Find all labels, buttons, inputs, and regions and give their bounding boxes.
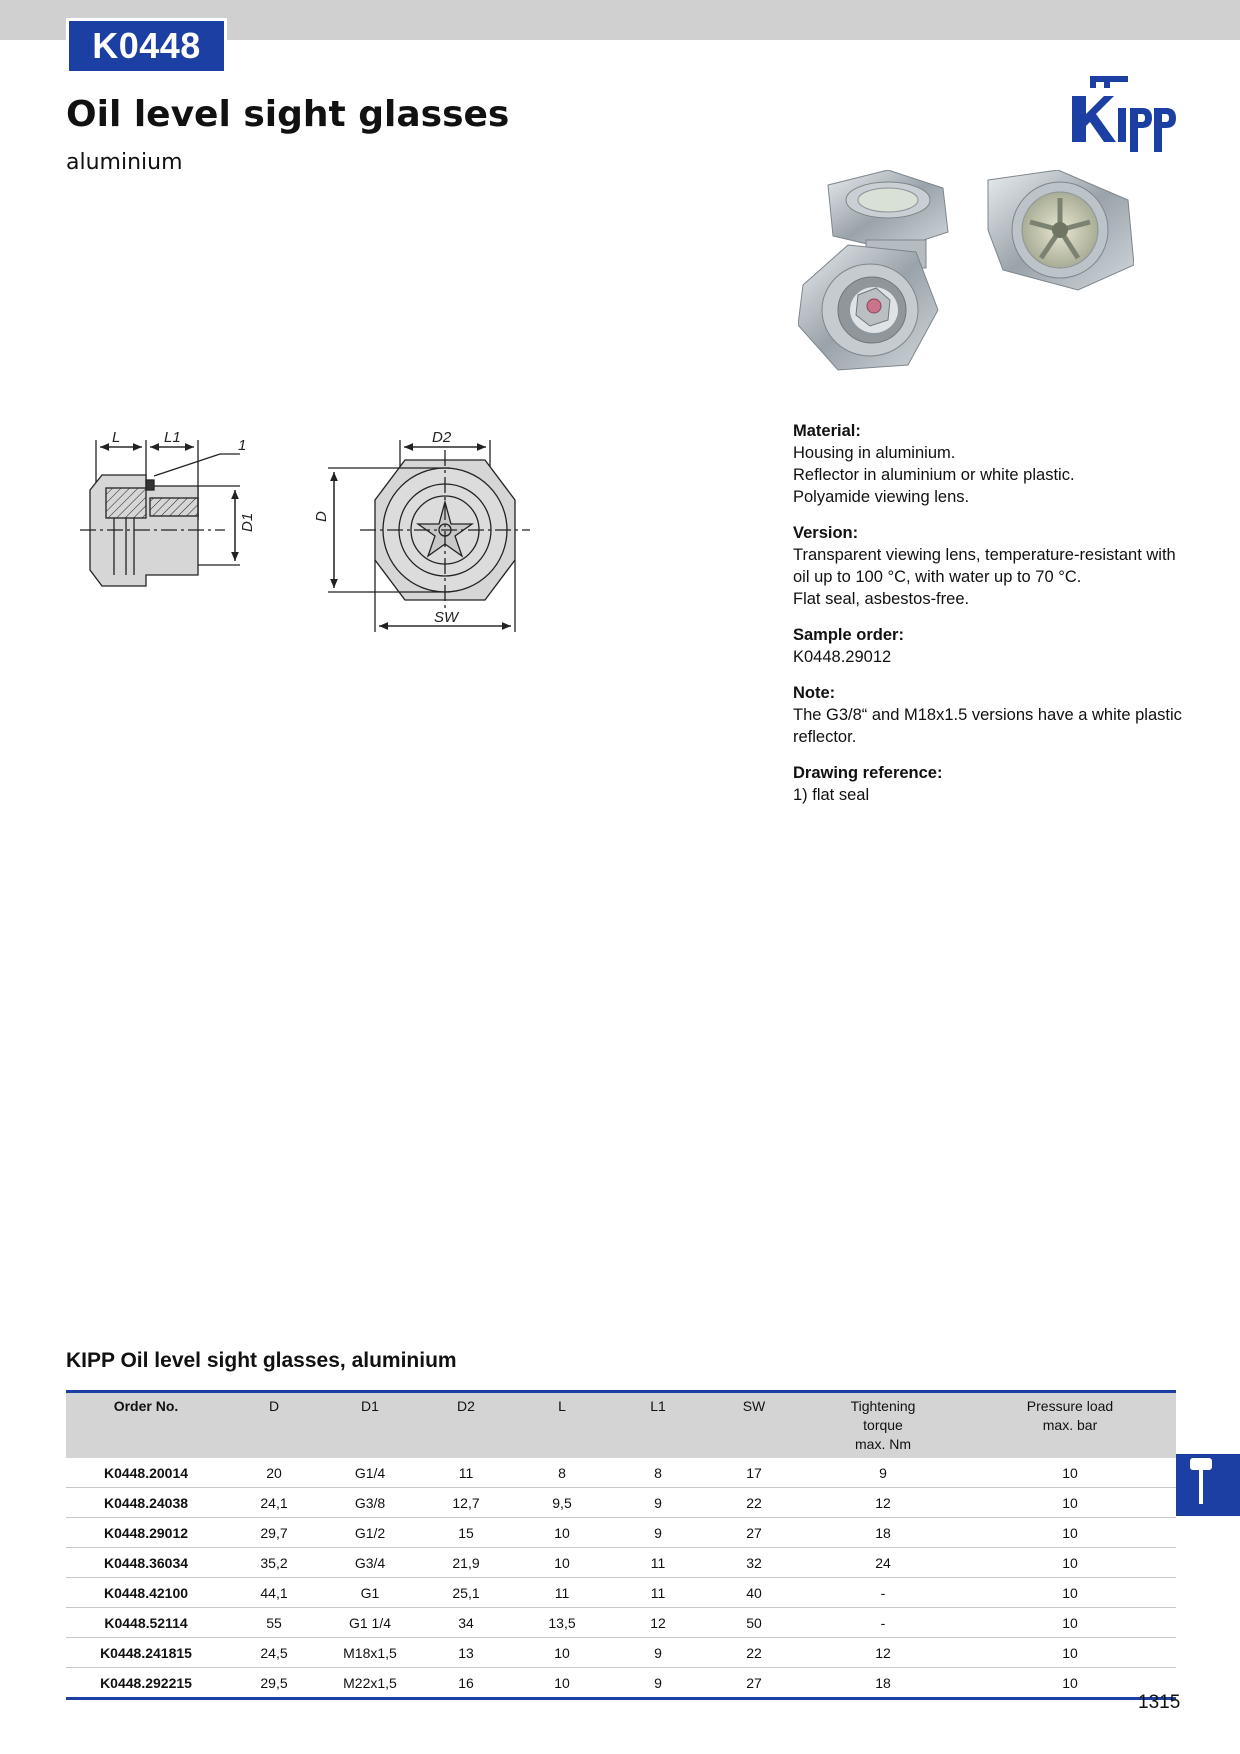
cell-d: 35,2 [226,1548,322,1578]
cell-d2: 13 [418,1638,514,1668]
cell-pressure: 10 [964,1548,1176,1578]
dim-label-L1: L1 [164,429,181,446]
cell-d: 24,1 [226,1488,322,1518]
cell-l1: 8 [610,1458,706,1488]
cell-torque: 24 [802,1548,964,1578]
cell-d2: 25,1 [418,1578,514,1608]
dim-label-L: L [112,429,121,446]
version-section [793,522,1193,610]
cell-sw: 40 [706,1578,802,1608]
cell-l1: 9 [610,1518,706,1548]
col-header-d: D [226,1392,322,1459]
cell-l1: 11 [610,1578,706,1608]
dim-label-D: D [313,511,330,522]
note-heading: Note: [793,684,836,702]
cell-torque: 9 [802,1458,964,1488]
cell-l: 10 [514,1518,610,1548]
cell-l: 13,5 [514,1608,610,1638]
dim-label-D2: D2 [432,429,452,446]
col-header-order: Order No. [66,1392,226,1459]
cell-pressure: 10 [964,1638,1176,1668]
dim-label-D1: D1 [239,512,256,532]
cell-pressure: 10 [964,1668,1176,1699]
cell-l: 10 [514,1548,610,1578]
col-header-l: L [514,1392,610,1459]
material-line: Reflector in aluminium or white plastic. [793,466,1075,484]
spec-table [66,1390,1176,1700]
cell-d2: 11 [418,1458,514,1488]
cell-d: 20 [226,1458,322,1488]
cell-d1: M22x1,5 [322,1668,418,1699]
table-row [66,1578,1176,1608]
cell-torque: 12 [802,1638,964,1668]
col-header-pressure-line: max. bar [1042,1417,1098,1433]
table-row [66,1638,1176,1668]
note-line: reflector. [793,728,857,746]
cell-d2: 15 [418,1518,514,1548]
cell-order-no: K0448.241815 [66,1638,226,1668]
section-tab[interactable] [1176,1454,1240,1516]
cell-d1: G3/4 [322,1548,418,1578]
cell-pressure: 10 [964,1578,1176,1608]
cell-d: 55 [226,1608,322,1638]
col-header-d1: D1 [322,1392,418,1459]
cell-order-no: K0448.42100 [66,1578,226,1608]
col-header-torque [802,1392,964,1459]
cell-pressure: 10 [964,1458,1176,1488]
cell-d1: M18x1,5 [322,1638,418,1668]
cell-sw: 17 [706,1458,802,1488]
sample-order-section [793,624,1193,668]
table-row [66,1518,1176,1548]
kipp-logo [1066,74,1181,159]
version-line: Transparent viewing lens, temperature-resistant with [793,546,1176,564]
material-line: Housing in aluminium. [793,444,956,462]
cell-d: 29,5 [226,1668,322,1699]
cell-order-no: K0448.292215 [66,1668,226,1699]
col-header-torque-line: torque [863,1417,903,1433]
cell-pressure: 10 [964,1518,1176,1548]
col-header-d2: D2 [418,1392,514,1459]
material-line: Polyamide viewing lens. [793,488,970,506]
cell-torque: 18 [802,1668,964,1699]
cell-d2: 21,9 [418,1548,514,1578]
drawing-reference-heading: Drawing reference: [793,764,943,782]
page-number: 1315 [1138,1692,1181,1713]
cell-sw: 50 [706,1608,802,1638]
table-title: KIPP Oil level sight glasses, aluminium [66,1349,457,1372]
cell-torque: 12 [802,1488,964,1518]
sample-order-heading: Sample order: [793,626,904,644]
drawing-reference-value: 1) flat seal [793,786,870,804]
cell-l1: 12 [610,1608,706,1638]
cell-order-no: K0448.24038 [66,1488,226,1518]
cell-order-no: K0448.52114 [66,1608,226,1638]
note-section [793,682,1193,748]
cell-d: 29,7 [226,1518,322,1548]
version-line: Flat seal, asbestos-free. [793,590,970,608]
cell-order-no: K0448.29012 [66,1518,226,1548]
cell-d: 24,5 [226,1638,322,1668]
cell-l: 9,5 [514,1488,610,1518]
dim-label-SW: SW [434,609,459,626]
product-code-badge: K0448 [66,18,227,74]
cell-l1: 9 [610,1488,706,1518]
material-section [793,420,1193,508]
cell-torque: 18 [802,1518,964,1548]
technical-drawing [70,420,630,720]
cell-sw: 22 [706,1488,802,1518]
table-row [66,1488,1176,1518]
col-header-l1: L1 [610,1392,706,1459]
product-photo [798,170,1134,400]
table-row [66,1548,1176,1578]
cell-torque: - [802,1578,964,1608]
cell-d2: 12,7 [418,1488,514,1518]
drawing-reference-section [793,762,1193,806]
version-heading: Version: [793,524,859,542]
cell-d1: G3/8 [322,1488,418,1518]
page-subtitle: aluminium [66,150,183,175]
cell-d1: G1 1/4 [322,1608,418,1638]
cell-l: 8 [514,1458,610,1488]
cell-sw: 27 [706,1668,802,1699]
sight-glass-icon [1176,1454,1240,1516]
cell-l1: 11 [610,1548,706,1578]
cell-pressure: 10 [964,1488,1176,1518]
material-heading: Material: [793,422,861,440]
cell-sw: 32 [706,1548,802,1578]
col-header-sw: SW [706,1392,802,1459]
col-header-torque-line: Tightening [850,1398,916,1414]
note-line: The G3/8“ and M18x1.5 versions have a white plastic [793,706,1182,724]
col-header-pressure-line: Pressure load [1026,1398,1114,1414]
cell-pressure: 10 [964,1608,1176,1638]
cell-order-no: K0448.20014 [66,1458,226,1488]
cell-sw: 27 [706,1518,802,1548]
col-header-torque-line: max. Nm [855,1436,911,1452]
table-row [66,1458,1176,1488]
cell-d1: G1/2 [322,1518,418,1548]
product-info [793,420,1193,820]
table-header-row [66,1392,1176,1459]
cell-order-no: K0448.36034 [66,1548,226,1578]
cell-l1: 9 [610,1638,706,1668]
cell-l1: 9 [610,1668,706,1699]
callout-1: 1 [238,437,247,454]
table-row [66,1668,1176,1699]
table-row [66,1608,1176,1638]
page-title: Oil level sight glasses [66,94,510,135]
cell-l: 10 [514,1638,610,1668]
table-body [66,1458,1176,1699]
cell-l: 10 [514,1668,610,1699]
cell-d1: G1 [322,1578,418,1608]
cell-d2: 34 [418,1608,514,1638]
version-line: oil up to 100 °C, with water up to 70 °C. [793,568,1082,586]
col-header-pressure [964,1392,1176,1459]
sample-order-value: K0448.29012 [793,648,892,666]
cell-l: 11 [514,1578,610,1608]
cell-d: 44,1 [226,1578,322,1608]
cell-sw: 22 [706,1638,802,1668]
cell-d1: G1/4 [322,1458,418,1488]
cell-torque: - [802,1608,964,1638]
cell-d2: 16 [418,1668,514,1699]
